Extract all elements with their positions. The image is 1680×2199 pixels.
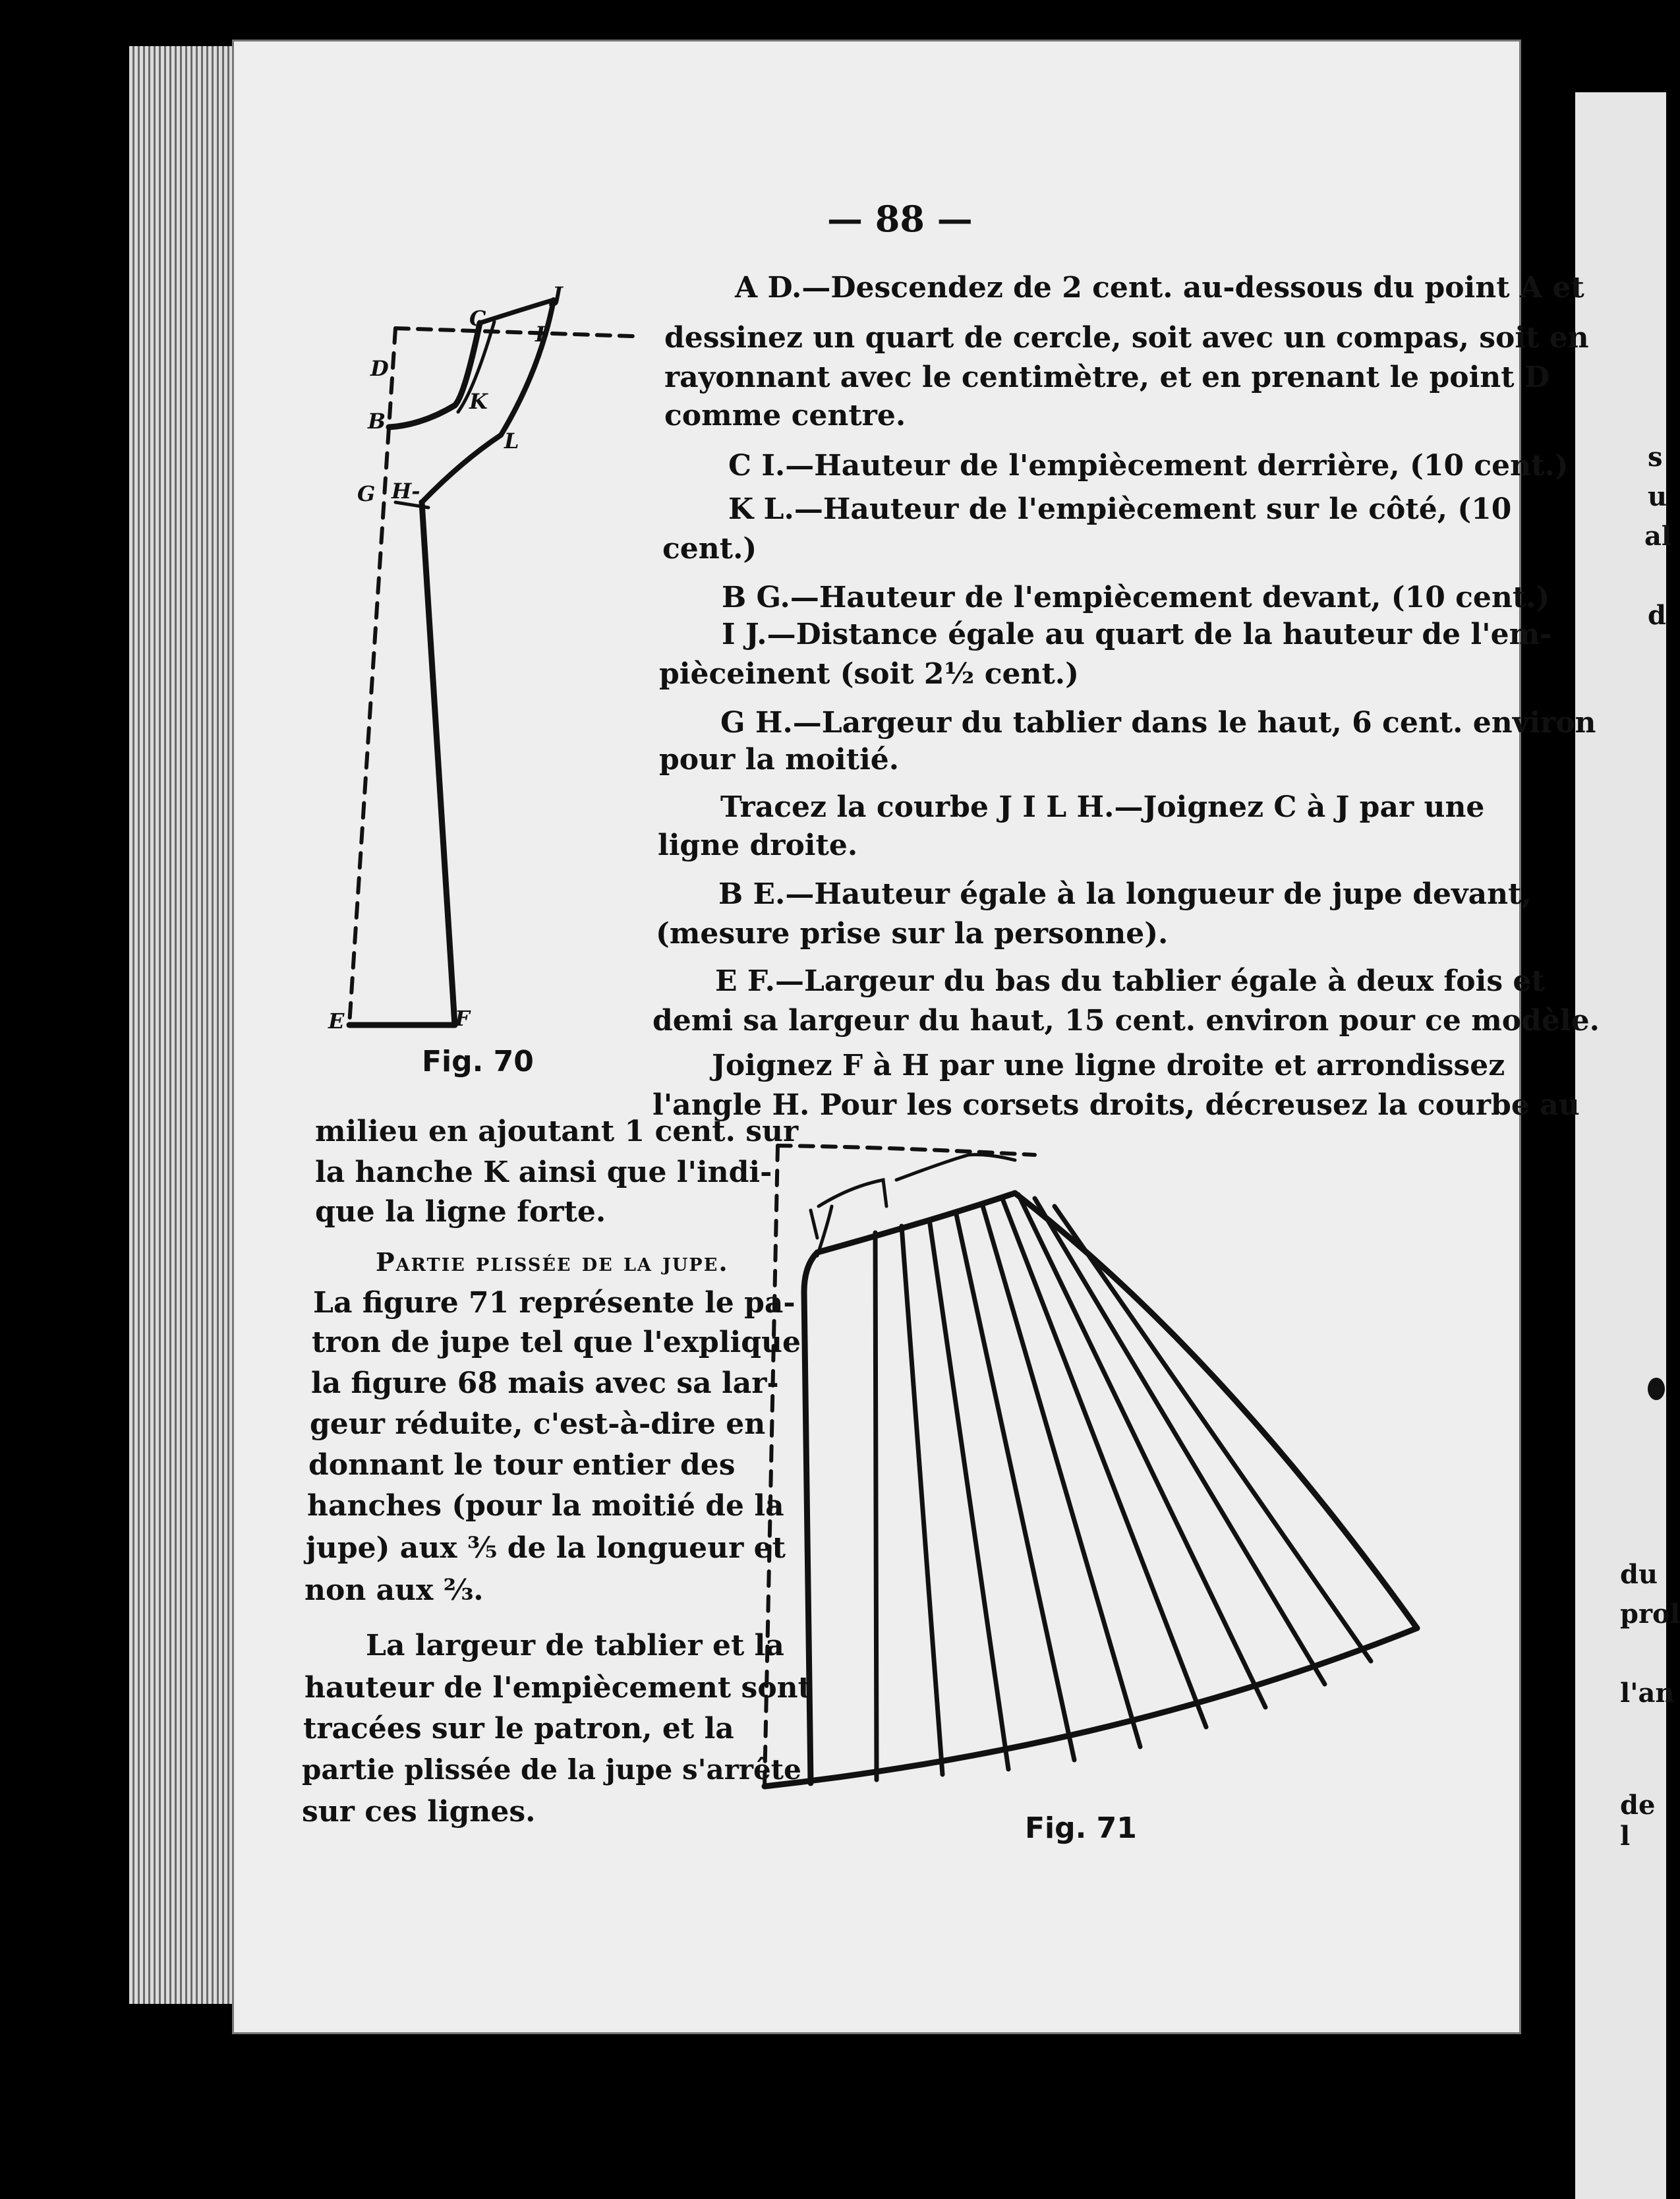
facing-text-3: al	[1644, 521, 1672, 552]
fig70-label-e: E	[328, 1009, 345, 1034]
fig70-label-l: L	[504, 428, 519, 454]
text-line: partie plissée de la jupe s'arrête	[302, 1753, 801, 1786]
text-line: sur ces lignes.	[302, 1795, 536, 1829]
text-line: B G.—Hauteur de l'empiècement devant, (10 cent.)	[722, 581, 1550, 614]
fig70-label-i: I	[535, 322, 545, 347]
text-line: comme centre.	[664, 399, 906, 432]
text-line: tron de jupe tel que l'explique	[312, 1326, 801, 1359]
facing-text-5: du	[1620, 1559, 1658, 1590]
text-line: La largeur de tablier et la	[366, 1629, 784, 1662]
text-line: rayonnant avec le centimètre, et en prenant le point D	[664, 361, 1550, 394]
text-line: pour la moitié.	[659, 743, 900, 777]
fig70-label-f: F	[455, 1006, 470, 1031]
fig70-label-b: B	[368, 409, 386, 434]
text-line: (mesure prise sur la personne).	[656, 917, 1169, 951]
text-line: Tracez la courbe J I L H.—Joignez C à J par une	[720, 790, 1485, 824]
fig70-label-c: C	[469, 306, 486, 331]
text-line: demi sa largeur du haut, 15 cent. environ pour ce modèle.	[652, 1004, 1600, 1038]
fig70-label-k: K	[469, 389, 488, 414]
text-line: ligne droite.	[658, 829, 858, 862]
facing-text-7: l'an	[1620, 1678, 1675, 1709]
facing-text-1: s	[1648, 442, 1663, 473]
fig70-label-h: H-	[391, 479, 420, 504]
text-line: C I.—Hauteur de l'empiècement derrière, (10 cent.)	[728, 449, 1569, 483]
facing-text-2: u	[1648, 481, 1667, 512]
text-line: dessinez un quart de cercle, soit avec un compas, soit en	[664, 321, 1589, 355]
text-line: la hanche K ainsi que l'indi-	[315, 1156, 772, 1189]
book-page-edges	[129, 46, 245, 2004]
text-line: pièceinent (soit 2½ cent.)	[659, 657, 1079, 691]
text-line: non aux ⅔.	[304, 1573, 484, 1607]
text-line: hauteur de l'empiècement sont	[304, 1671, 811, 1705]
text-line: B E.—Hauteur égale à la longueur de jupe devant,	[718, 877, 1532, 911]
page-number: — 88 —	[827, 198, 973, 240]
fig70-label-d: D	[370, 356, 389, 381]
facing-text-4: d	[1648, 600, 1666, 631]
text-line: K L.—Hauteur de l'empiècement sur le côté, (10	[728, 492, 1512, 526]
ink-spot	[1648, 1378, 1665, 1400]
fig70-label-j: J	[552, 282, 563, 307]
text-line: Joignez F à H par une ligne droite et arrondissez	[712, 1049, 1505, 1082]
figure-71-caption: Fig. 71	[1025, 1811, 1137, 1845]
text-line: La figure 71 représente le pa-	[313, 1286, 796, 1320]
text-line: cent.)	[662, 532, 757, 566]
text-line: la figure 68 mais avec sa lar-	[311, 1366, 779, 1400]
text-line: l'angle H. Pour les corsets droits, décreusez la courbe au	[652, 1088, 1580, 1122]
text-line: A D.—Descendez de 2 cent. au-dessous du point A et	[735, 271, 1584, 305]
figure-70-caption: Fig. 70	[422, 1045, 534, 1078]
facing-text-6: prol	[1620, 1598, 1680, 1629]
text-line: I J.—Distance égale au quart de la hauteur de l'em-	[722, 618, 1552, 651]
text-line: jupe) aux ⅗ de la longueur et	[306, 1531, 786, 1565]
text-line: milieu en ajoutant 1 cent. sur	[315, 1115, 799, 1148]
facing-page	[1575, 92, 1680, 2199]
text-line: E F.—Largeur du bas du tablier égale à deux fois et	[715, 964, 1545, 998]
text-line: hanches (pour la moitié de la	[307, 1489, 784, 1523]
text-line: geur réduite, c'est-à-dire en	[310, 1407, 766, 1441]
text-line: que la ligne forte.	[315, 1195, 606, 1229]
text-line: G H.—Largeur du tablier dans le haut, 6 cent. environ	[720, 706, 1596, 740]
section-heading: Partie plissée de la jupe.	[376, 1247, 729, 1277]
text-line: donnant le tour entier des	[308, 1448, 736, 1482]
facing-text-8: de l	[1620, 1790, 1656, 1852]
fig70-label-g: G	[357, 481, 376, 506]
text-line: tracées sur le patron, et la	[303, 1712, 734, 1745]
